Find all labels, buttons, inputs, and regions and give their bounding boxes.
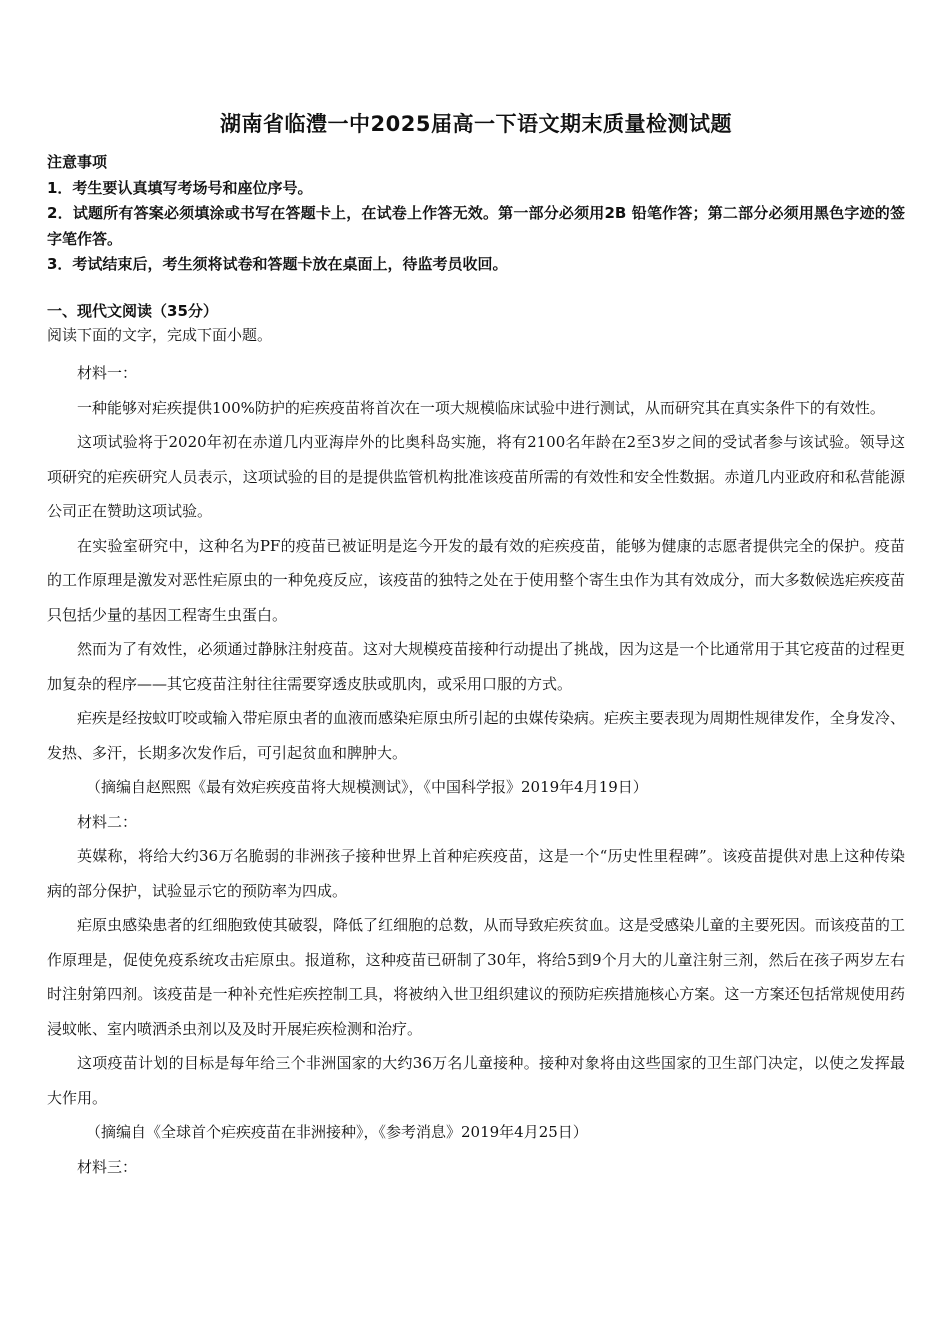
reading-passage <box>47 356 905 1184</box>
section-instruction: 阅读下面的文字，完成下面小题。 <box>47 326 273 344</box>
material-2-source: （摘编自《全球首个疟疾疫苗在非洲接种》，《参考消息》2019年4月25日） <box>86 1123 588 1141</box>
material-2-label: 材料二： <box>77 812 138 831</box>
notice-item-2: 2．试题所有答案必须填涂或书写在答题卡上，在试卷上作答无效。第一部分必须用2B 铅笔作答；第二部分必须用黑色字迹的签字笔作答。 <box>47 204 905 248</box>
material-1-source: （摘编自赵熙熙《最有效疟疾疫苗将大规模测试》，《中国科学报》2019年4月19日） <box>86 778 648 796</box>
material-1-paragraph-1: 一种能够对疟疾提供100%防护的疟疾疫苗将首次在一项大规模临床试验中进行测试，从而研究其在真实条件下的有效性。 <box>77 398 885 417</box>
material-2-paragraph-2: 疟原虫感染患者的红细胞致使其破裂，降低了红细胞的总数，从而导致疟疾贫血。这是受感染儿童的主要死因。而该疫苗的工作原理是，促使免疫系统攻击疟原虫。报道称，这种疫苗已研制了30年，将给5到9个月大的儿童注射三剂，然后在孩子两岁左右时注射第四剂。该疫苗是一种补充性疟疾控制工具，将被纳入世卫组织建议的预防疟疾措施核心方案。这一方案还包括常规使用药浸蚊帐、室内喷洒杀虫剂以及及时开展疟疾检测和治疗。 <box>47 916 905 1038</box>
notice-item-3: 3．考试结束后，考生须将试卷和答题卡放在桌面上，待监考员收回。 <box>47 255 508 273</box>
material-1-paragraph-3: 在实验室研究中，这种名为PF的疫苗已被证明是迄今开发的最有效的疟疾疫苗，能够为健康的志愿者提供完全的保护。疫苗的工作原理是激发对恶性疟原虫的一种免疫反应，该疫苗的独特之处在于使用整个寄生虫作为其有效成分，而大多数候选疟疾疫苗只包括少量的基因工程寄生虫蛋白。 <box>47 536 905 624</box>
notice-block <box>47 150 905 278</box>
material-1-paragraph-5: 疟疾是经按蚊叮咬或输入带疟原虫者的血液而感染疟原虫所引起的虫媒传染病。疟疾主要表现为周期性规律发作，全身发冷、发热、多汗，长期多次发作后，可引起贫血和脾肿大。 <box>47 709 905 762</box>
material-2-paragraph-1: 英媒称，将给大约36万名脆弱的非洲孩子接种世界上首种疟疾疫苗，这是一个“历史性里程碑”。该疫苗提供对患上这种传染病的部分保护，试验显示它的预防率为四成。 <box>47 847 905 900</box>
notice-heading: 注意事项 <box>47 153 108 171</box>
section-heading: 一、现代文阅读（35分） <box>47 302 218 320</box>
material-3-label: 材料三： <box>77 1157 138 1176</box>
exam-title: 湖南省临澧一中2025届高一下语文期末质量检测试题 <box>220 112 732 136</box>
material-1-paragraph-2: 这项试验将于2020年初在赤道几内亚海岸外的比奥科岛实施，将有2100名年龄在2至3岁之间的受试者参与该试验。领导这项研究的疟疾研究人员表示，这项试验的目的是提供监管机构批准该疫苗所需的有效性和安全性数据。赤道几内亚政府和私营能源公司正在赞助这项试验。 <box>47 433 905 520</box>
material-2-paragraph-3: 这项疫苗计划的目标是每年给三个非洲国家的大约36万名儿童接种。接种对象将由这些国家的卫生部门决定，以使之发挥最大作用。 <box>47 1054 905 1107</box>
material-1-label: 材料一： <box>77 364 138 382</box>
material-1-paragraph-4: 然而为了有效性，必须通过静脉注射疫苗。这对大规模疫苗接种行动提出了挑战，因为这是一个比通常用于其它疫苗的过程更加复杂的程序——其它疫苗注射往往需要穿透皮肤或肌肉，或采用口服的方式。 <box>47 640 905 693</box>
notice-item-1: 1．考生要认真填写考场号和座位序号。 <box>47 178 313 197</box>
